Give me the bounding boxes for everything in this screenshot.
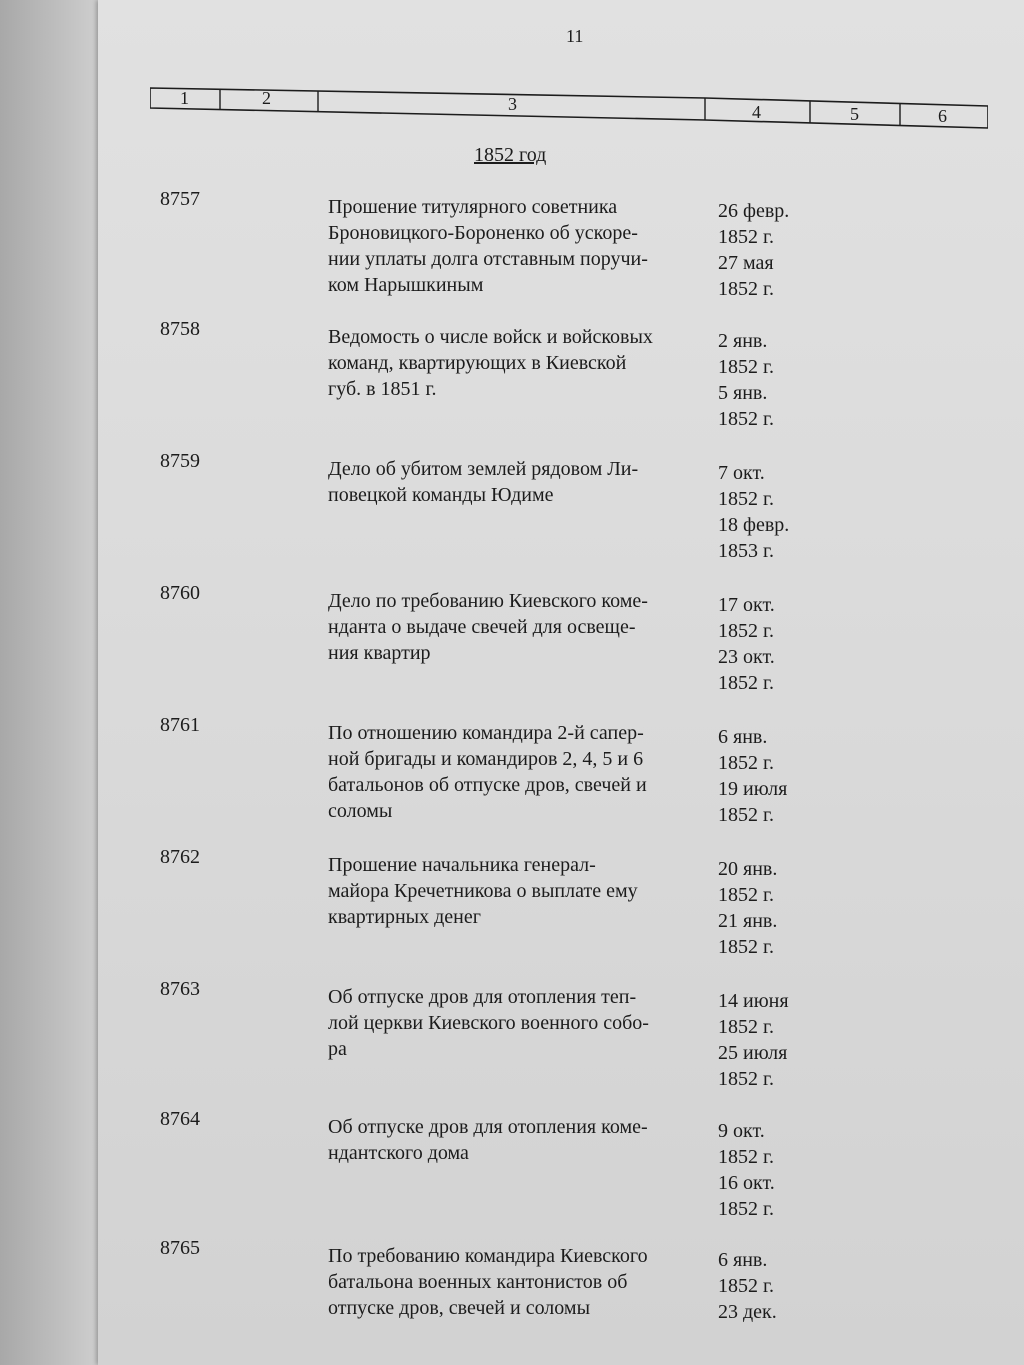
- column-header-3: 3: [508, 94, 517, 114]
- item-date: 23 окт.: [718, 646, 775, 668]
- item-title-line: губ. в 1851 г.: [328, 378, 437, 400]
- item-date: 1852 г.: [718, 752, 774, 774]
- column-header-6: 6: [938, 106, 947, 126]
- item-date: 1852 г.: [718, 408, 774, 430]
- item-number: 8762: [160, 846, 200, 868]
- item-dates: [718, 1118, 775, 1222]
- item-date: 7 окт.: [718, 462, 765, 484]
- item-title: [328, 852, 708, 930]
- column-header-row: [150, 84, 988, 132]
- item-date: 5 янв.: [718, 382, 768, 404]
- column-header-2: 2: [262, 88, 271, 108]
- item-title-line: Об отпуске дров для отопления теп-: [328, 986, 637, 1008]
- item-title: [328, 194, 708, 298]
- item-date: 17 окт.: [718, 594, 775, 616]
- item-title-line: Дело по требованию Киевского коме-: [328, 590, 648, 612]
- item-title-line: Дело об убитом землей рядовом Ли-: [328, 458, 639, 480]
- item-date: 1852 г.: [718, 804, 774, 826]
- page-number: 11: [566, 26, 584, 46]
- item-date: 1852 г.: [718, 356, 774, 378]
- item-title-line: нии уплаты долга отставным поручи-: [328, 248, 648, 270]
- item-dates: [718, 328, 774, 432]
- item-title-line: ком Нарышкиным: [328, 274, 484, 296]
- item-dates: [718, 856, 777, 960]
- item-title-line: Прошение титулярного советника: [328, 196, 618, 218]
- item-date: 1852 г.: [718, 1146, 774, 1168]
- item-title: [328, 456, 708, 508]
- item-date: 1852 г.: [718, 1016, 774, 1038]
- item-date: 1852 г.: [718, 884, 774, 906]
- item-title-line: ра: [328, 1038, 347, 1060]
- item-date: 1852 г.: [718, 488, 774, 510]
- item-number: 8764: [160, 1108, 200, 1130]
- item-title-line: команд, квартирующих в Киевской: [328, 352, 627, 374]
- item-number: 8765: [160, 1237, 200, 1259]
- item-number: 8757: [160, 188, 200, 210]
- item-date: 6 янв.: [718, 1249, 768, 1271]
- item-number: 8761: [160, 714, 200, 736]
- item-title-line: отпуске дров, свечей и соломы: [328, 1297, 591, 1319]
- item-title-line: По требованию командира Киевского: [328, 1245, 648, 1267]
- item-date: 1852 г.: [718, 620, 774, 642]
- item-title-line: лой церкви Киевского военного собо-: [328, 1012, 649, 1034]
- item-number: 8759: [160, 450, 200, 472]
- item-title-line: батальонов об отпуске дров, свечей и: [328, 774, 647, 796]
- item-title-line: Об отпуске дров для отопления коме-: [328, 1116, 648, 1138]
- item-title-line: квартирных денег: [328, 906, 481, 928]
- item-number: 8758: [160, 318, 200, 340]
- item-date: 9 окт.: [718, 1120, 765, 1142]
- item-dates: [718, 988, 789, 1092]
- item-date: 23 дек.: [718, 1301, 777, 1323]
- item-date: 21 янв.: [718, 910, 778, 932]
- item-title-line: нданта о выдаче свечей для освеще-: [328, 616, 636, 638]
- item-date: 16 окт.: [718, 1172, 775, 1194]
- item-date: 6 янв.: [718, 726, 768, 748]
- column-header-4: 4: [752, 102, 761, 122]
- item-dates: [718, 724, 787, 828]
- book-spine-shadow: [0, 0, 100, 1365]
- item-title: [328, 1114, 708, 1166]
- item-dates: [718, 460, 789, 564]
- item-number: 8763: [160, 978, 200, 1000]
- item-title-line: майора Кречетникова о выплате ему: [328, 880, 638, 902]
- column-header-1: 1: [180, 88, 189, 108]
- item-title: [328, 588, 708, 666]
- item-date: 1852 г.: [718, 1275, 774, 1297]
- item-date: 1852 г.: [718, 936, 774, 958]
- item-title-line: ндантского дома: [328, 1142, 469, 1164]
- item-title: [328, 984, 708, 1062]
- item-date: 1852 г.: [718, 226, 774, 248]
- item-title-line: соломы: [328, 800, 393, 822]
- item-date: 1852 г.: [718, 1198, 774, 1220]
- item-title-line: ной бригады и командиров 2, 4, 5 и 6: [328, 748, 644, 770]
- item-title-line: Броновицкого-Бороненко об ускоре-: [328, 222, 638, 244]
- item-date: 18 февр.: [718, 514, 790, 536]
- item-date: 14 июня: [718, 990, 789, 1012]
- item-date: 19 июля: [718, 778, 788, 800]
- item-title-line: По отношению командира 2-й сапер-: [328, 722, 644, 744]
- item-dates: [718, 198, 789, 302]
- item-title-line: повецкой команды Юдиме: [328, 484, 554, 506]
- item-dates: [718, 592, 775, 696]
- item-date: 1852 г.: [718, 278, 774, 300]
- item-dates: [718, 1247, 777, 1325]
- item-date: 26 февр.: [718, 200, 790, 222]
- item-title-line: ния квартир: [328, 642, 431, 664]
- column-header-5: 5: [850, 104, 859, 124]
- item-date: 25 июля: [718, 1042, 788, 1064]
- column-header-grid: [150, 84, 988, 132]
- year-heading: 1852 год: [474, 144, 547, 166]
- item-date: 1852 г.: [718, 672, 774, 694]
- item-title-line: Ведомость о числе войск и войсковых: [328, 326, 653, 348]
- item-title-line: батальона военных кантонистов об: [328, 1271, 628, 1293]
- item-date: 2 янв.: [718, 330, 768, 352]
- item-title: [328, 1243, 708, 1321]
- item-title-line: Прошение начальника генерал-: [328, 854, 596, 876]
- item-title: [328, 324, 708, 402]
- item-title: [328, 720, 708, 824]
- item-date: 20 янв.: [718, 858, 778, 880]
- item-date: 1853 г.: [718, 540, 774, 562]
- item-date: 27 мая: [718, 252, 774, 274]
- item-date: 1852 г.: [718, 1068, 774, 1090]
- item-number: 8760: [160, 582, 200, 604]
